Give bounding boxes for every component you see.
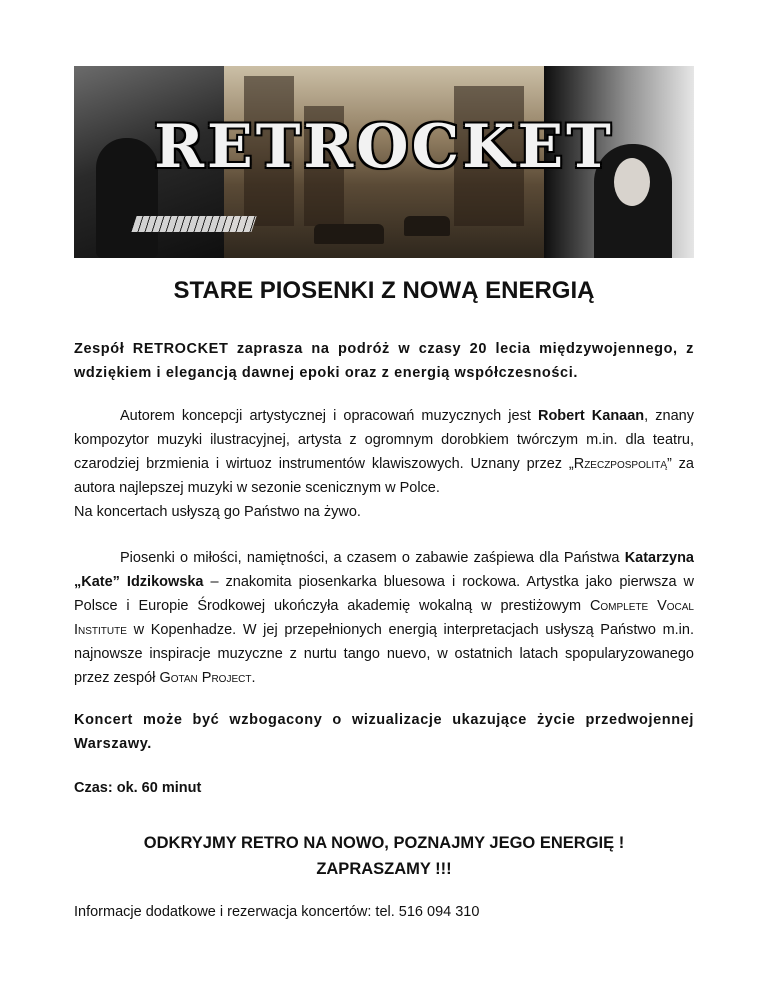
text-span: Piosenki o miłości, namiętności, a czasem o zabawie zaśpiewa dla Państwa: [120, 550, 625, 566]
band-name: Gotan Project: [159, 670, 252, 686]
newspaper-name: Rzeczpospolitą: [573, 456, 667, 472]
vintage-car-shape: [314, 224, 384, 244]
cta-line-1: ODKRYJMY RETRO NA NOWO, POZNAJMY JEGO ENERGIĘ !: [143, 834, 625, 852]
text-span: , znany kompozytor muzyki ilustracyjnej, artysta z ogromnym dorobkiem twórczym m.in. dla teatru, czarodziej brzmienia i wirtuoz instrumentów klawiszowych. Uznany przez „: [74, 408, 694, 472]
singer-name: Katarzyna „Kate” Idzikowska: [74, 550, 694, 590]
duration-text: Czas: ok. 60 minut: [74, 780, 202, 796]
text-span: – znakomita piosenkarka bluesowa i rockowa. Artystka jako pierwsza w Polsce i Europie Środkowej ukończyła akademię wokalną w prestiżowym: [74, 574, 694, 614]
retrocket-logo: RETROCKET: [154, 112, 614, 182]
cta-line-2: ZAPRASZAMY !!!: [316, 860, 452, 878]
visualization-note: Koncert może być wzbogacony o wizualizacje ukazujące życie przedwojennej Warszawy.: [74, 712, 694, 752]
contact-info: Informacje dodatkowe i rezerwacja koncertów: tel. 516 094 310: [74, 904, 480, 920]
paragraph-composer: [74, 404, 694, 524]
school-name: Complete Vocal Institute: [74, 598, 694, 638]
text-span: ” za autora najlepszej muzyki w sezonie scenicznym w Polce.: [74, 456, 694, 496]
text-span: Na koncertach usłyszą go Państwo na żywo.: [74, 504, 361, 520]
intro-paragraph: Zespół RETROCKET zaprasza na podróż w czasy 20 lecia międzywojennego, z wdziękiem i elegancją dawnej epoki oraz z energią współczesności.: [74, 341, 694, 381]
vintage-car-shape: [404, 216, 450, 236]
header-banner: [74, 66, 694, 258]
text-span: Autorem koncepcji artystycznej i opracowań muzycznych jest: [120, 408, 538, 424]
call-to-action: [0, 830, 768, 882]
paragraph-singer: [74, 546, 694, 690]
page-title: STARE PIOSENKI Z NOWĄ ENERGIĄ: [173, 277, 595, 304]
text-span: .: [251, 670, 256, 686]
composer-name: Robert Kanaan: [537, 408, 645, 424]
text-span: w Kopenhadze. W jej przepełnionych energią interpretacjach usłyszą Państwo m.in. najnowsze inspiracje muzyczne z nurtu tango nuevo, w ostatnich latach spopularyzowanego przez zespół: [74, 622, 694, 686]
piano-keyboard: [131, 216, 256, 232]
